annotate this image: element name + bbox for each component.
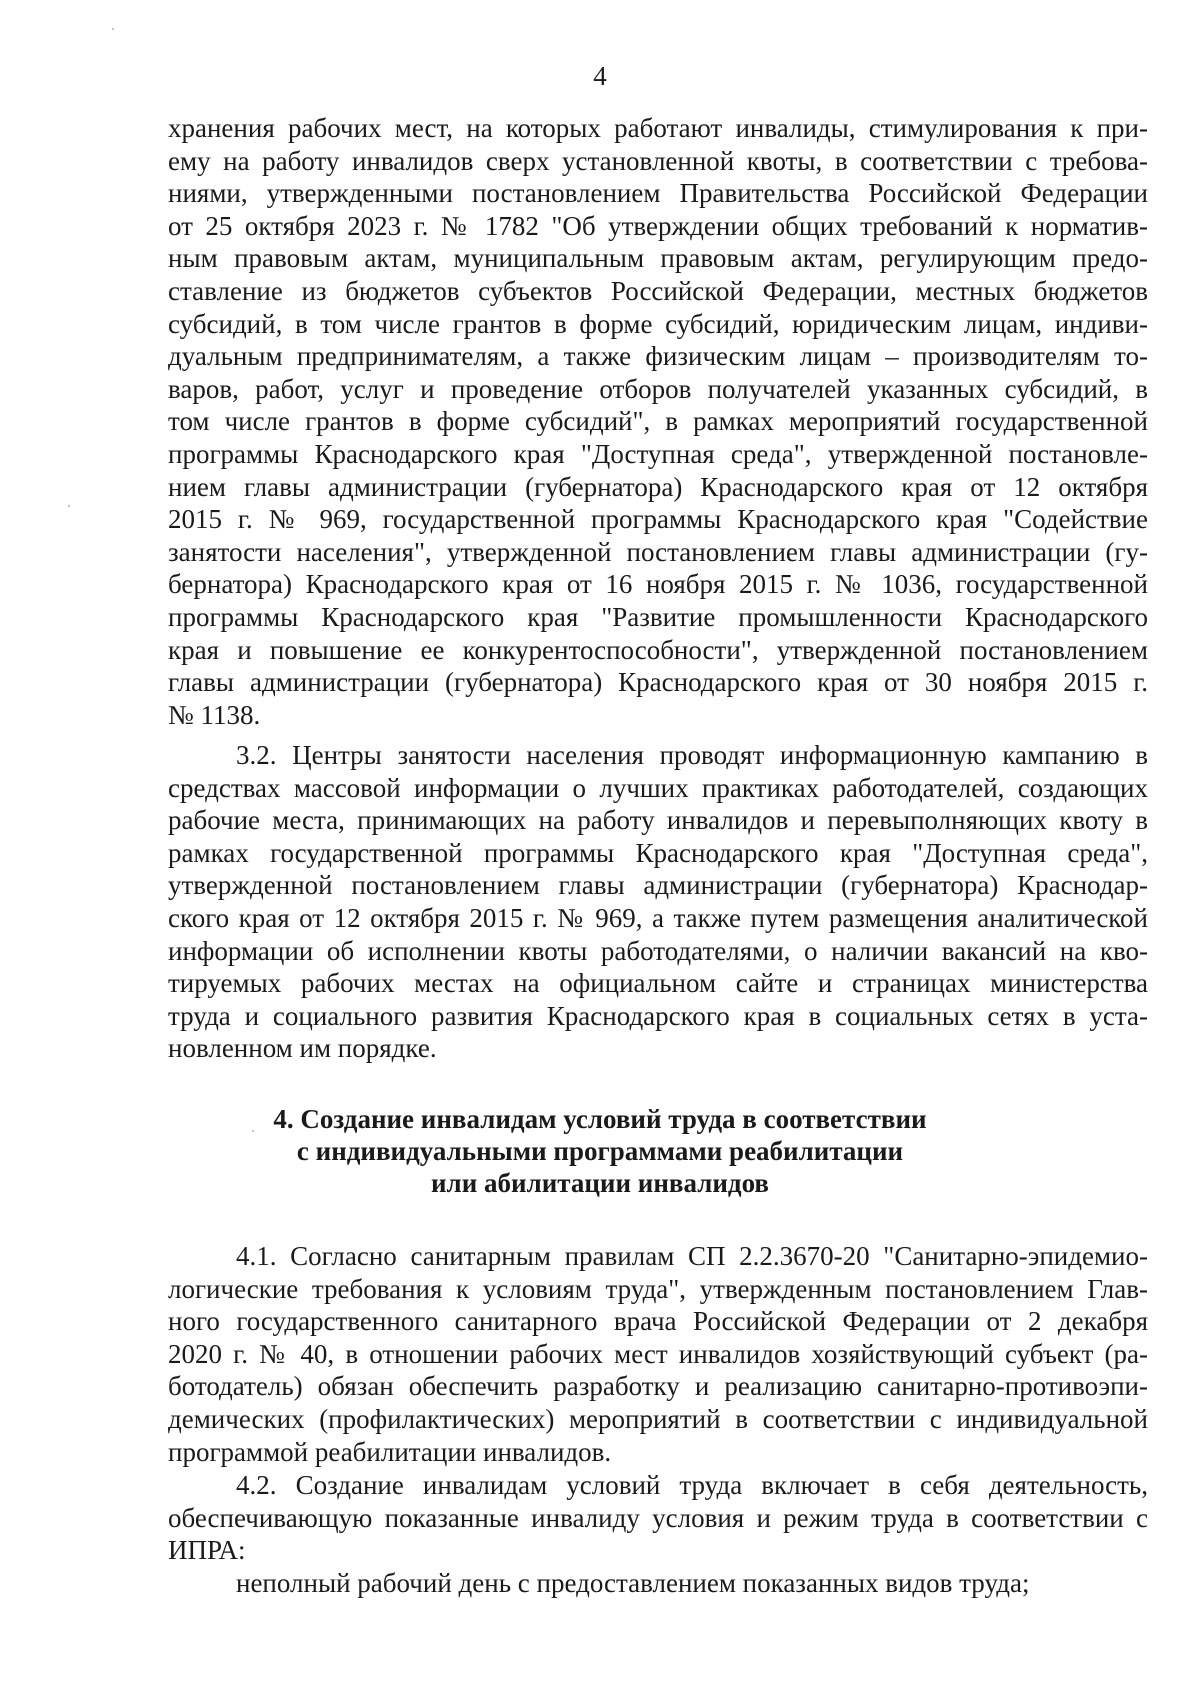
text-line: занятости населения", утвержденной постановлением главы администрации (гу- xyxy=(168,536,1148,567)
text-line: субсидий, в том числе грантов в форме субсидий, юридическим лицам, индиви- xyxy=(168,308,1148,339)
text-line: новленном им порядке. xyxy=(168,1033,437,1064)
text-line: хранения рабочих мест, на которых работают инвалиды, стимулирования к при- xyxy=(168,113,1148,143)
text-line: рамках государственной программы Краснодарского края "Доступная среда", xyxy=(168,837,1148,868)
section-heading xyxy=(0,1103,1200,1199)
text-line: 2020 г. № 40, в отношении рабочих мест инвалидов хозяйствующий субъект (ра- xyxy=(168,1338,1148,1369)
text-line: утвержденной постановлением главы администрации (губернатора) Краснодар- xyxy=(168,870,1148,901)
text-line: ставление из бюджетов субъектов Российской Федерации, местных бюджетов xyxy=(168,275,1148,306)
scan-speck xyxy=(68,505,70,507)
page-number: 4 xyxy=(593,61,607,91)
text-line: демических (профилактических) мероприятий в соответствии с индивидуальной xyxy=(168,1403,1148,1434)
text-line: программы Краснодарского края "Доступная среда", утвержденной постановле- xyxy=(168,438,1148,469)
paragraph-4-2 xyxy=(168,1469,1148,1599)
text-line: программой реабилитации инвалидов. xyxy=(168,1436,612,1467)
text-line: тируемых рабочих местах на официальном сайте и страницах министерства xyxy=(168,968,1148,999)
text-line: № 1138. xyxy=(168,699,261,730)
text-line: 4.2. Создание инвалидам условий труда включает в себя деятельность, xyxy=(236,1470,1148,1500)
heading-line: 4. Создание инвалидам условий труда в соответствии xyxy=(273,1104,927,1134)
text-line: дуальным предпринимателям, а также физическим лицам – производителям то- xyxy=(168,341,1148,372)
heading-line: с индивидуальными программами реабилитации xyxy=(296,1136,904,1166)
text-line: ботодатель) обязан обеспечить разработку и реализацию санитарно-противоэпи- xyxy=(168,1371,1148,1402)
text-line: 3.2. Центры занятости населения проводят информационную кампанию в xyxy=(236,740,1148,770)
text-line: нием главы администрации (губернатора) Краснодарского края от 12 октября xyxy=(168,471,1148,502)
text-line: края и повышение ее конкурентоспособности", утвержденной постановлением xyxy=(168,634,1148,665)
text-line: варов, работ, услуг и проведение отборов получателей указанных субсидий, в xyxy=(168,373,1148,404)
text-line: ского края от 12 октября 2015 г. № 969, а также путем размещения аналитической xyxy=(168,902,1148,933)
text-line: ему на работу инвалидов сверх установленной квоты, в соответствии с требова- xyxy=(168,145,1148,176)
text-line: информации об исполнении квоты работодателями, о наличии вакансий на кво- xyxy=(168,935,1148,966)
text-line: неполный рабочий день с предоставлением показанных видов труда; xyxy=(236,1567,1030,1598)
text-line: 2015 г. № 969, государственной программы Краснодарского края "Содействие xyxy=(168,504,1148,535)
paragraph-3-2 xyxy=(168,739,1148,1065)
text-line: логические требования к условиям труда", утвержденным постановлением Глав- xyxy=(168,1273,1148,1304)
text-line: программы Краснодарского края "Развитие промышленности Краснодарского xyxy=(168,601,1148,632)
scan-speck xyxy=(252,1130,254,1132)
text-line: средствах массовой информации о лучших практиках работодателей, создающих xyxy=(168,772,1148,803)
text-line: главы администрации (губернатора) Краснодарского края от 30 ноября 2015 г. xyxy=(168,667,1148,698)
text-line: ного государственного санитарного врача Российской Федерации от 2 декабря xyxy=(168,1306,1148,1337)
paragraph-4-1 xyxy=(168,1240,1148,1468)
text-line: труда и социального развития Краснодарского края в социальных сетях в уста- xyxy=(168,1000,1148,1031)
text-line: ИПРА: xyxy=(168,1535,246,1566)
text-line: рабочие места, принимающих на работу инвалидов и перевыполняющих квоту в xyxy=(168,805,1148,836)
paragraph-continued xyxy=(168,112,1148,731)
scan-speck xyxy=(112,28,114,30)
text-line: том числе грантов в форме субсидий", в рамках мероприятий государственной xyxy=(168,406,1148,437)
heading-line: или абилитации инвалидов xyxy=(431,1168,769,1198)
text-line: ным правовым актам, муниципальным правовым актам, регулирующим предо- xyxy=(168,243,1148,274)
text-line: от 25 октября 2023 г. № 1782 "Об утверждении общих требований к норматив- xyxy=(168,210,1148,241)
text-line: ниями, утвержденными постановлением Правительства Российской Федерации xyxy=(168,178,1148,209)
text-line: 4.1. Согласно санитарным правилам СП 2.2.3670-20 "Санитарно-эпидемио- xyxy=(236,1241,1148,1271)
text-line: бернатора) Краснодарского края от 16 ноября 2015 г. № 1036, государственной xyxy=(168,569,1148,600)
text-line: обеспечивающую показанные инвалиду условия и режим труда в соответствии с xyxy=(168,1502,1148,1533)
